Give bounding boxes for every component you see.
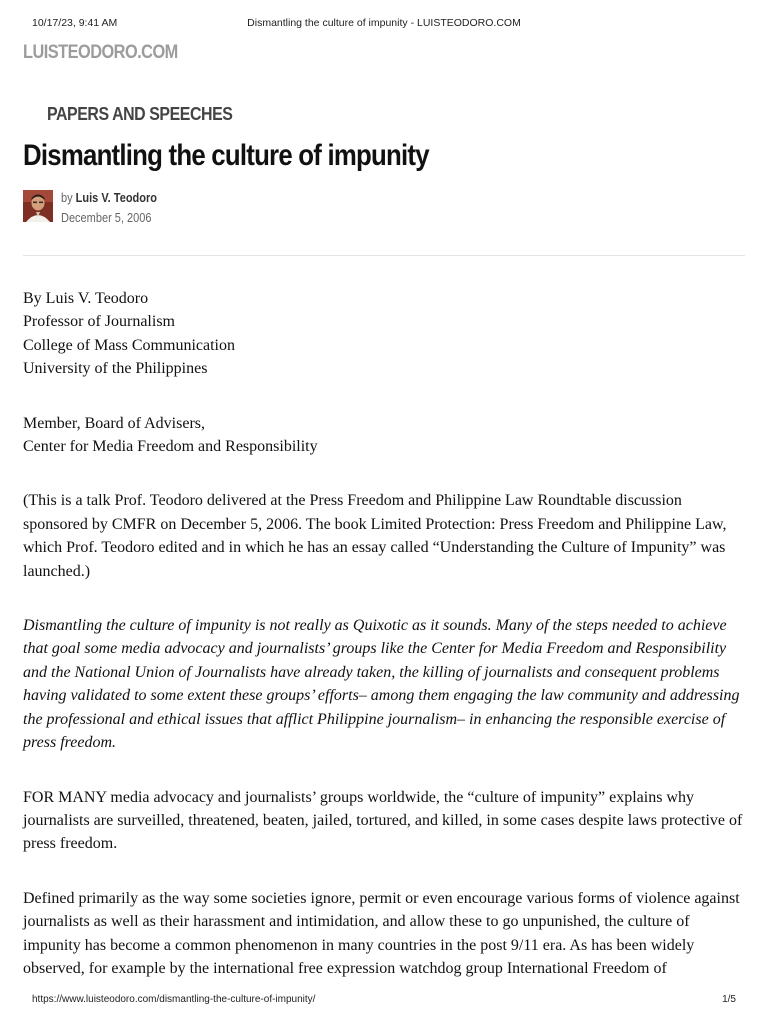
post-category-link[interactable]: PAPERS AND SPEECHES — [47, 103, 233, 124]
post-date: December 5, 2006 — [61, 211, 152, 225]
site-logo[interactable]: LUISTEODORO.COM — [23, 42, 178, 63]
print-footer — [32, 994, 736, 1008]
author-avatar[interactable] — [23, 190, 53, 222]
print-page-number: 1/5 — [722, 994, 736, 1005]
print-datetime: 10/17/23, 9:41 AM — [32, 17, 118, 29]
article-lede: Dismantling the culture of impunity is not really as Quixotic as it sounds. Many of the steps needed to achieve that goal some media advocacy and journalists’ groups like the Center for Media Freedom and Responsibility and the National Union of Journalists have already taken, the killing of journalists and consequent problems having validated to some extent these groups’ efforts– among them engaging the law community and addressing the professional and ethical issues that afflict Philippine journalism– in enhancing the responsible exercise of press freedom. — [23, 617, 740, 752]
article-body — [23, 287, 746, 980]
header-divider — [23, 255, 745, 256]
author-block — [23, 287, 746, 381]
editor-note: (This is a talk Prof. Teodoro delivered at the Press Freedom and Philippine Law Roundtable discussion sponsored by CMFR on December 5, 2006. The book Limited Protection: Press Freedom and Philippine Law, which Prof. Teodoro edited and in which he has an essay called “Understanding the Culture of Impunity” was launched.) — [23, 492, 727, 580]
print-header — [32, 17, 736, 31]
print-page-title: Dismantling the culture of impunity - LUISTEODORO.COM — [247, 17, 521, 29]
post-title: Dismantling the culture of impunity — [23, 139, 429, 172]
article-paragraph: FOR MANY media advocacy and journalists’ groups worldwide, the “culture of impunity” explains why journalists are surveilled, threatened, beaten, jailed, tortured, and killed, in some cases despite laws protective of press freedom. — [23, 788, 743, 853]
author-link[interactable]: Luis V. Teodoro — [75, 191, 157, 205]
author-line: College of Mass Communication — [23, 336, 235, 354]
byline-prefix: by — [61, 191, 73, 205]
author-line: University of the Philippines — [23, 360, 208, 378]
author-portrait-image — [23, 190, 53, 222]
author-line: Professor of Journalism — [23, 313, 175, 331]
article-paragraph: Defined primarily as the way some societies ignore, permit or even encourage various forms of violence against journalists as well as their harassment and intimidation, and allow these to go unpunished, the culture of impunity has become a common phenomenon in many countries in the post 9/11 era. As has been widely observed, for example by the international free expression watchdog group International Freedom of — [23, 889, 740, 977]
affiliation-line: Member, Board of Advisers, — [23, 414, 205, 432]
byline — [61, 191, 157, 205]
affiliation-line: Center for Media Freedom and Responsibility — [23, 438, 318, 456]
author-line: By Luis V. Teodoro — [23, 290, 149, 307]
affiliation-block — [23, 412, 746, 459]
print-url: https://www.luisteodoro.com/dismantling-the-culture-of-impunity/ — [32, 994, 316, 1005]
